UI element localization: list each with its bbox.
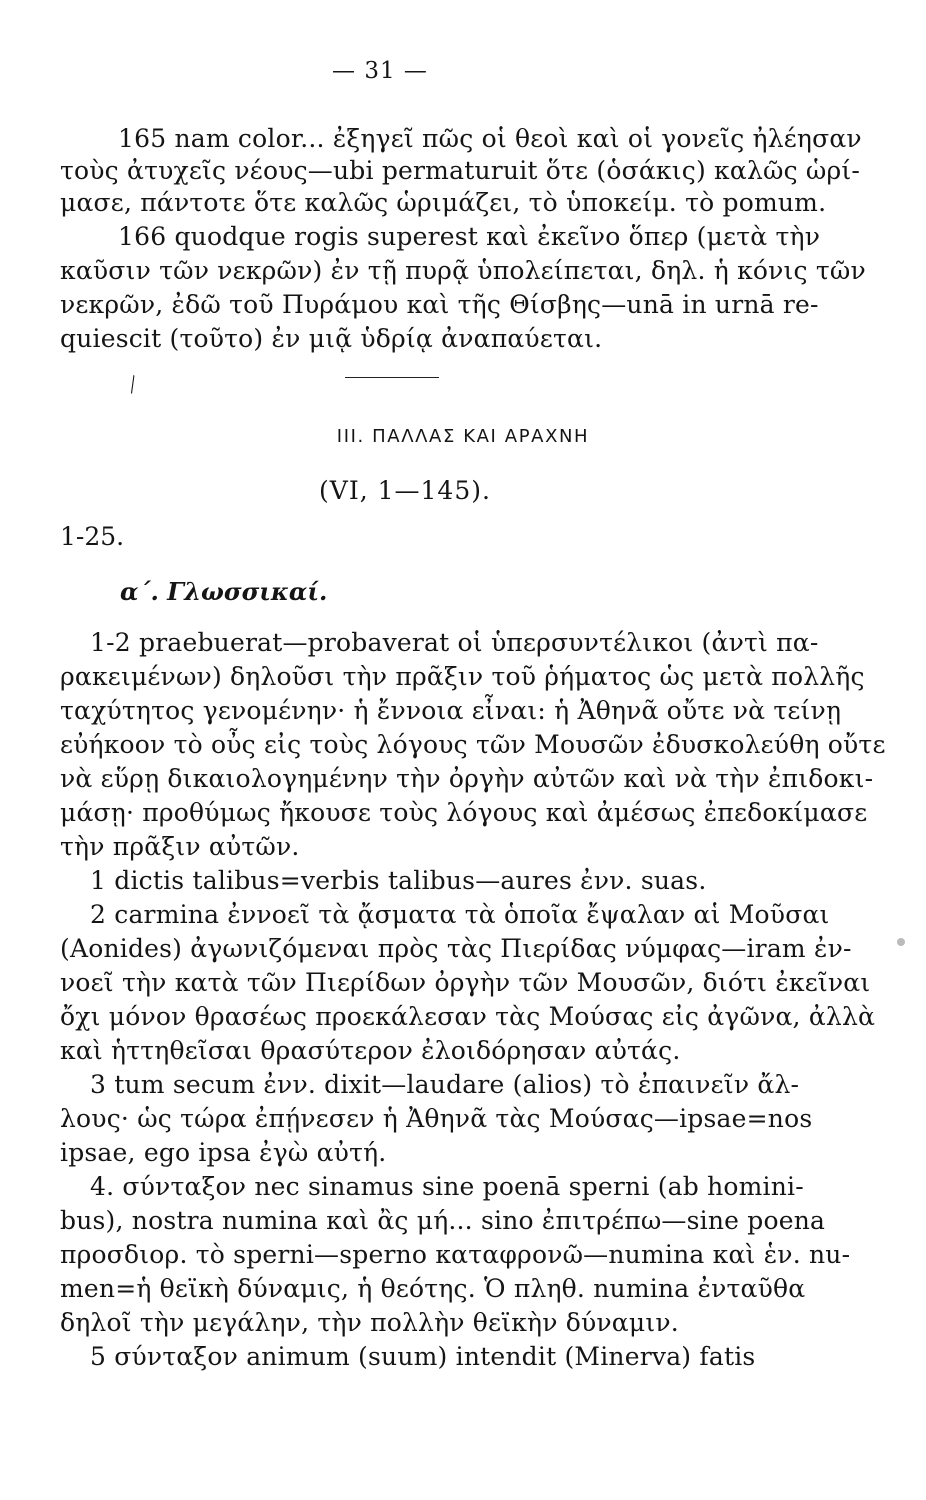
text-line: νὰ εὕρῃ δικαιολογημένην τὴν ὀργὴν αὐτῶν καὶ νὰ τὴν ἐπιδοκι-: [60, 764, 874, 793]
text-line: νεκρῶν, ἐδῶ τοῦ Πυράμου καὶ τῆς Θίσβης—unā in urnā re-: [60, 290, 819, 319]
text-line: 165 nam color... ἐξηγεῖ πῶς οἱ θεοὶ καὶ οἱ γονεῖς ἠλέησαν: [118, 124, 862, 153]
verse-range: 1-25.: [60, 522, 125, 551]
section-range: (VI, 1—145).: [319, 476, 491, 505]
text-line: 166 quodque rogis superest καὶ ἐκεῖνο ὅπερ (μετὰ τὴν: [118, 222, 821, 251]
text-line: λους· ὡς τώρα ἐπῄνεσεν ἡ Ἀθηνᾶ τὰς Μούσας—ipsae=nos: [60, 1104, 813, 1133]
text-line: ρακειμένων) δηλοῦσι τὴν πρᾶξιν τοῦ ῥήματος ὡς μετὰ πολλῆς: [60, 662, 865, 691]
text-line: τὴν πρᾶξιν αὐτῶν.: [60, 832, 300, 861]
subheading: α΄. Γλωσσικαί.: [120, 577, 328, 606]
text-line: ὄχι μόνον θρασέως προεκάλεσαν τὰς Μούσας εἰς ἀγῶνα, ἀλλὰ: [60, 1002, 876, 1031]
text-line: καὶ ἡττηθεῖσαι θρασύτερον ἐλοιδόρησαν αὐτάς.: [60, 1036, 681, 1065]
text-line: 2 carmina ἐννοεῖ τὰ ᾄσματα τὰ ὁποῖα ἔψαλαν αἱ Μοῦσαι: [90, 900, 830, 929]
text-line: ipsae, ego ipsa ἐγὼ αὐτή.: [60, 1138, 387, 1167]
text-line: men=ἡ θεϊκὴ δύναμις, ἡ θεότης. Ὁ πληθ. numina ἐνταῦθα: [60, 1274, 806, 1303]
text-line: δηλοῖ τὴν μεγάλην, τὴν πολλὴν θεϊκὴν δύναμιν.: [60, 1308, 679, 1337]
section-divider: [345, 377, 439, 378]
text-line: 1-2 praebuerat—probaverat οἱ ὑπερσυντέλικοι (ἀντὶ πα-: [90, 628, 819, 657]
text-line: ταχύτητος γενομένην· ἡ ἔννοια εἶναι: ἡ Ἀθηνᾶ οὔτε νὰ τείνῃ: [60, 696, 842, 725]
text-line: προσδιορ. τὸ sperni—sperno καταφρονῶ—numina καὶ ἑν. nu-: [60, 1240, 851, 1269]
text-line: 5 σύνταξον animum (suum) intendit (Minerva) fatis: [90, 1342, 756, 1371]
text-line: bus), nostra numina καὶ ἂς μή... sino ἐπιτρέπω—sine poena: [60, 1206, 826, 1235]
page-number: — 31 —: [332, 58, 428, 84]
text-line: μασε, πάντοτε ὅτε καλῶς ὡριμάζει, τὸ ὑποκείμ. τὸ pomum.: [60, 188, 827, 217]
text-line: μάσῃ· προθύμως ἤκουσε τοὺς λόγους καὶ ἀμέσως ἐπεδοκίμασε: [60, 798, 868, 827]
text-line: καῦσιν τῶν νεκρῶν) ἐν τῇ πυρᾷ ὑπολείπεται, δηλ. ἡ κόνις τῶν: [60, 256, 866, 285]
text-line: εὐήκοον τὸ οὖς εἰς τοὺς λόγους τῶν Μουσῶν ἐδυσκολεύθη οὔτε: [60, 730, 886, 759]
stray-mark-icon: ╲: [124, 376, 141, 394]
text-line: (Aonides) ἀγωνιζόμεναι πρὸς τὰς Πιερίδας νύμφας—iram ἐν-: [60, 934, 852, 963]
text-line: 3 tum secum ἐνν. dixit—laudare (alios) τὸ ἐπαινεῖν ἄλ-: [90, 1070, 800, 1099]
text-line: quiescit (τοῦτο) ἐν μιᾷ ὑδρίᾳ ἀναπαύεται.: [60, 324, 603, 353]
text-line: 1 dictis talibus=verbis talibus—aures ἐνν. suas.: [90, 866, 707, 895]
section-title: III. ΠΑΛΛΑΣ ΚΑΙ ΑΡΑΧΝΗ: [336, 426, 590, 447]
stray-dot-icon: [897, 938, 905, 946]
text-line: 4. σύνταξον nec sinamus sine poenā sperni (ab homini-: [90, 1172, 804, 1201]
text-line: νοεῖ τὴν κατὰ τῶν Πιερίδων ὀργὴν τῶν Μουσῶν, διότι ἐκεῖναι: [60, 968, 871, 997]
text-line: τοὺς ἀτυχεῖς νέους—ubi permaturuit ὅτε (ὁσάκις) καλῶς ὡρί-: [60, 156, 861, 185]
